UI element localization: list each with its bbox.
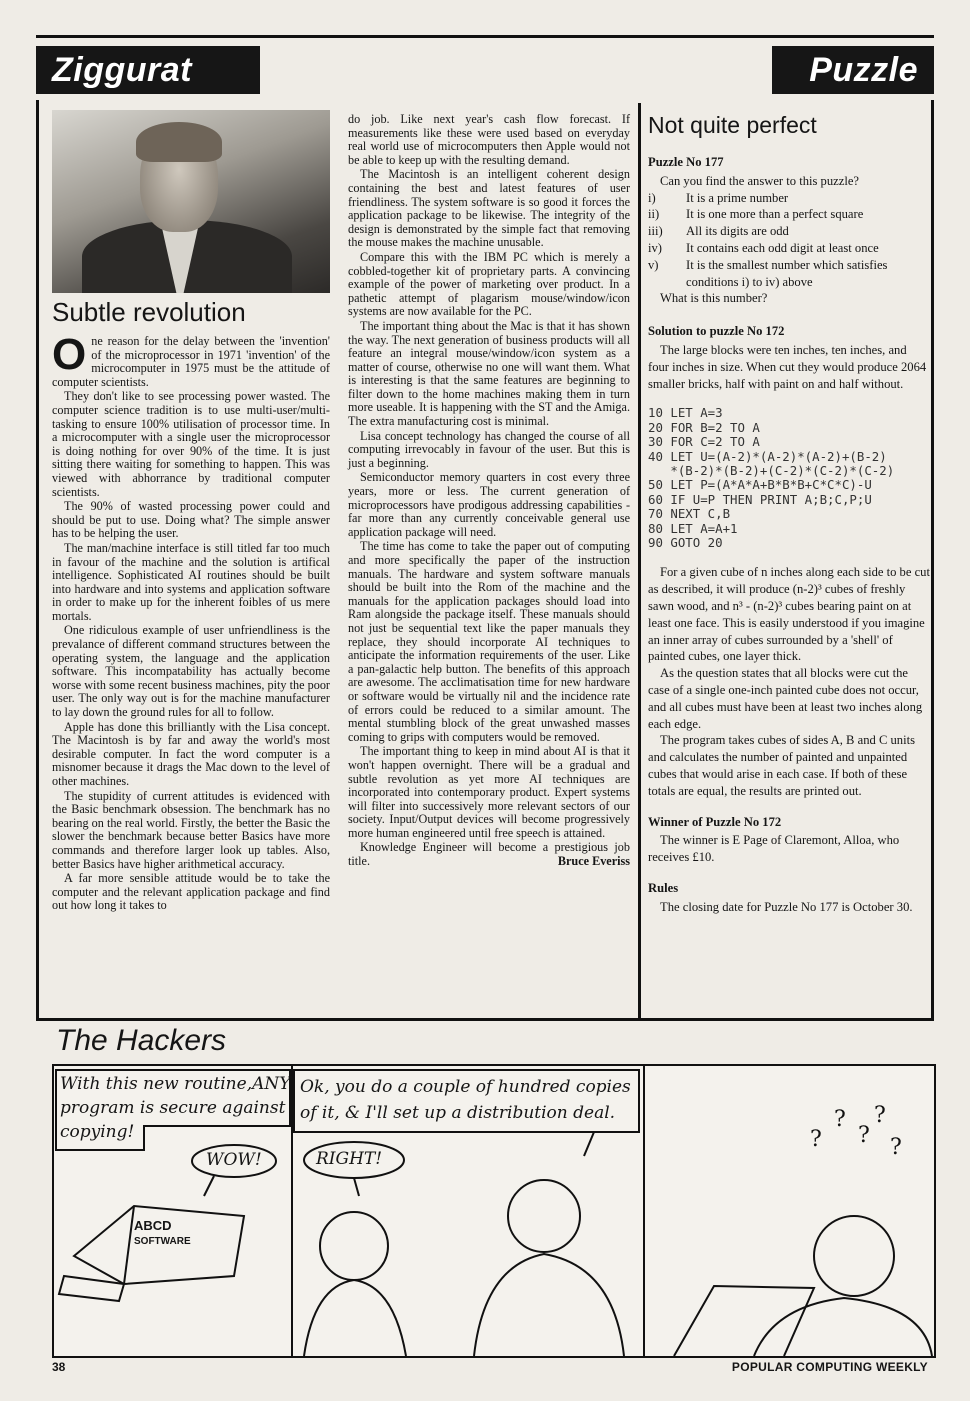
article-paragraph: A far more sensible attitude would be to take the computer and the relevant application package and find out how long it takes to: [52, 871, 330, 913]
svg-text:?: ?: [874, 1103, 886, 1128]
article-column-1: [52, 110, 330, 913]
puzzle-title: Not quite perfect: [648, 112, 817, 138]
article-paragraph: One ridiculous example of user unfriendliness is the prevalance of different command structures between the operating system, the language and the application software. This incompatability has actually become worse with some recent business machines, pity the poor user. The only way out is for the machine manufacturer to lay down the ground rules for all to follow.: [52, 623, 330, 720]
solution-explanation: As the question states that all blocks were cut the case of a single one-inch painted cube does not occur, and all cubes must have been at least two inches along each edge.: [648, 666, 923, 731]
article-paragraph: Semiconductor memory quarters in cost every three years, more or less. The current generation of microprocessors have prodigous addressing capabilities - far more than any currently conceivable general use application package will need.: [348, 470, 630, 539]
code-line: 10 LET A=3: [648, 405, 723, 421]
code-line: 60 IF U=P THEN PRINT A;B;C,P;U: [648, 491, 872, 507]
puzzle-number-heading: Puzzle No 177: [648, 155, 724, 169]
article-paragraph: The Macintosh is an intelligent coherent design containing the best and latest features of user friendliness. The system software is so good it forces the application package to be likewise. The integrity of the design is demonstrated by the simple fact that removing the mouse makes the machine unusable.: [348, 167, 630, 250]
article-paragraph: The time has come to take the paper out of computing and more specifically the paper of the instruction manuals. The hardware and system software manuals should be built into the Rom of the machine and the manuals for the application packages should load into Ram alongside the package itself. These manuals should not just be sequential text like the paper manuals they replace, they should incorporate AI techniques to anticipate the information requirements of the user. Like a pan-galactic help button. The benefits of this approach are awesome. The acclimatisation time for new hardware or software would be virtually nil and the incidence rate of errors could be reduced to a similar amount. The mental stumbling block of the great unwashed masses coming to grips with computers would be removed.: [348, 539, 630, 744]
puzzle-condition: ii) It is one more than a perfect square: [648, 207, 864, 222]
puzzle-column: [648, 110, 930, 916]
hackers-cartoon: [52, 1064, 936, 1358]
page-number: 38: [52, 1360, 66, 1374]
svg-text:?: ?: [858, 1123, 870, 1148]
speech-bubble-1: With this new routine,ANY program is secure against copying!: [60, 1074, 291, 1142]
rules-text: The closing date for Puzzle No 177 is October 30.: [660, 899, 913, 914]
article-paragraph: The important thing about the Mac is that it has shown the way. The next generation of business products will all feature an integral mouse/window/icon system as a matter of course, otherwise no one will want them. What is interesting is that the same features are beginning to filter down to the home machines making them in turn more useable. It is happening with the ST and the Amiga. The extra manufacturing cost is minimal.: [348, 318, 630, 429]
svg-text:?: ?: [890, 1135, 902, 1160]
puzzle-condition: i) It is a prime number: [648, 190, 789, 205]
solution-heading: Solution to puzzle No 172: [648, 324, 785, 339]
puzzle-condition: iii) All its digits are odd: [648, 224, 789, 239]
code-line: 40 LET U=(A-2)*(A-2)*(A-2)+(B-2): [648, 448, 887, 464]
puzzle-question: Can you find the answer to this puzzle?: [660, 173, 859, 188]
code-line: *(B-2)*(B-2)+(C-2)*(C-2)*(C-2): [648, 462, 895, 478]
speech-bubble-wow: WOW!: [206, 1150, 262, 1170]
article-column-2: [348, 113, 630, 870]
top-rule: [36, 35, 934, 38]
code-line: 90 GOTO 20: [648, 535, 723, 551]
puzzle-ask: What is this number?: [660, 291, 768, 306]
cartoon-title: The Hackers: [56, 1024, 227, 1057]
svg-text:?: ?: [810, 1127, 822, 1152]
article-paragraph: do job. Like next year's cash flow forecast. If measurements like these were used based on everyday real world use of microcomputers then Apple would not be able to keep up with the resulting demand.: [348, 112, 630, 167]
article-paragraph: Lisa concept technology has changed the course of all computing irrevocably in favour of the user. But this is just a beginning.: [348, 428, 630, 470]
solution-intro: The large blocks were ten inches, ten inches, and four inches in size. When cut they would produce 2064 smaller bricks, half with paint on and half without.: [648, 342, 927, 391]
article-paragraph: Knowledge Engineer will become a prestigious job title. Bruce Everiss: [348, 840, 630, 869]
drop-cap: O: [52, 330, 87, 379]
rules-heading: Rules: [648, 880, 679, 895]
column-divider: [638, 103, 641, 1018]
code-line: 80 LET A=A+1: [648, 520, 738, 536]
article-paragraph: The 90% of wasted processing power could and should be put to use. Doing what? The simple answer has to be helping the user.: [52, 499, 330, 541]
author-signature: Bruce Everiss: [557, 854, 630, 869]
article-title: Subtle revolution: [52, 297, 246, 327]
author-photo: [52, 110, 330, 293]
code-line: 20 FOR B=2 TO A: [648, 419, 760, 435]
code-line: 30 FOR C=2 TO A: [648, 434, 760, 450]
basic-listing: [648, 406, 930, 550]
article-paragraph: The man/machine interface is still titled far too much in favour of the machine and the solution is artifical intelligence. Sophisticated AI routines should be built into hardware and into systems and application software in order to make up for the inherent foibles of us mere mortals.: [52, 540, 330, 623]
article-paragraph: One reason for the delay between the 'invention' of the microprocessor in 1971 'invention' of the microcomputer in 1975 must be the attitude of computer scientists.: [52, 330, 330, 389]
magazine-name: POPULAR COMPUTING WEEKLY: [731, 1360, 928, 1374]
puzzle-condition: v) It is the smallest number which satisfies conditions i) to iv) above: [648, 257, 888, 289]
code-line: 50 LET P=(A*A*A+B*B*B+C*C*C)-U: [648, 477, 872, 493]
solution-explanation: The program takes cubes of sides A, B and C units and calculates the number of painted and unpainted cubes that would arise in each case. If both of these totals are equal, the results are printed out.: [648, 733, 915, 798]
article-paragraph: The important thing to keep in mind about AI is that it won't happen overnight. There will be a gradual and subtle revolution as yet more AI techniques are incorporated into contemporary product. Expert systems will filter into successively more relevant sectors of our society. Input/Output devices will become progressively more human engineered until free speech is attained.: [348, 744, 630, 840]
puzzle-condition: iv) It contains each odd digit at least once: [648, 240, 879, 255]
article-paragraph: The stupidity of current attitudes is evidenced with the Basic benchmark obsession. The benchmark has no bearing on the real world. Firstly, the better the Basic the slower the benchmark because better Basics have more commands and therefore larger look up tables. Also, better Basics have higher arithmetical accuracy.: [52, 788, 330, 871]
article-paragraph: Compare this with the IBM PC which is merely a cobbled-together kit of proprietary parts. A convincing example of the power of marketing over product. In a pathetic attempt of plagarism mouse/window/icon systems are now available for the PC.: [348, 249, 630, 319]
code-line: 70 NEXT C,B: [648, 506, 731, 522]
solution-explanation: For a given cube of n inches along each side to be cut as described, it will produce (n-2)³ cubes of freshly sawn wood, and n³ - (n-2)³ cubes bearing paint on at least one face. This is easily understood if you imagine an inner array of cubes surrounded by a 'shell' of painted cubes, one layer thick.: [648, 565, 930, 664]
svg-text:?: ?: [834, 1107, 846, 1132]
article-paragraph: Apple has done this brilliantly with the Lisa concept. The Macintosh is by far and away the world's most desirable computer. In fact the word computer is a misnomer because it drags the Mac down to the level of other machines.: [52, 719, 330, 788]
speech-bubble-2: Ok, you do a couple of hundred copies of it, & I'll set up a distribution deal.: [300, 1077, 631, 1123]
winner-text: The winner is E Page of Claremont, Alloa, who receives £10.: [648, 833, 900, 865]
puzzle-banner: Puzzle: [772, 46, 934, 94]
article-paragraph: They don't like to see processing power wasted. The computer science tradition is to use multi-user/multi-tasking to ensure 100% utilisation of processor time. In a microcomputer with a single user the microprocessor is doing nothing for over 90% of the time. It is just sitting there waiting for something to happen. This was viewed with abhorrance by traditional computer scientists.: [52, 389, 330, 499]
ziggurat-banner: Ziggurat: [36, 46, 260, 94]
speech-bubble-right: RIGHT!: [316, 1149, 383, 1169]
box-label: ABCD SOFTWARE: [134, 1218, 191, 1247]
winner-heading: Winner of Puzzle No 172: [648, 814, 782, 829]
